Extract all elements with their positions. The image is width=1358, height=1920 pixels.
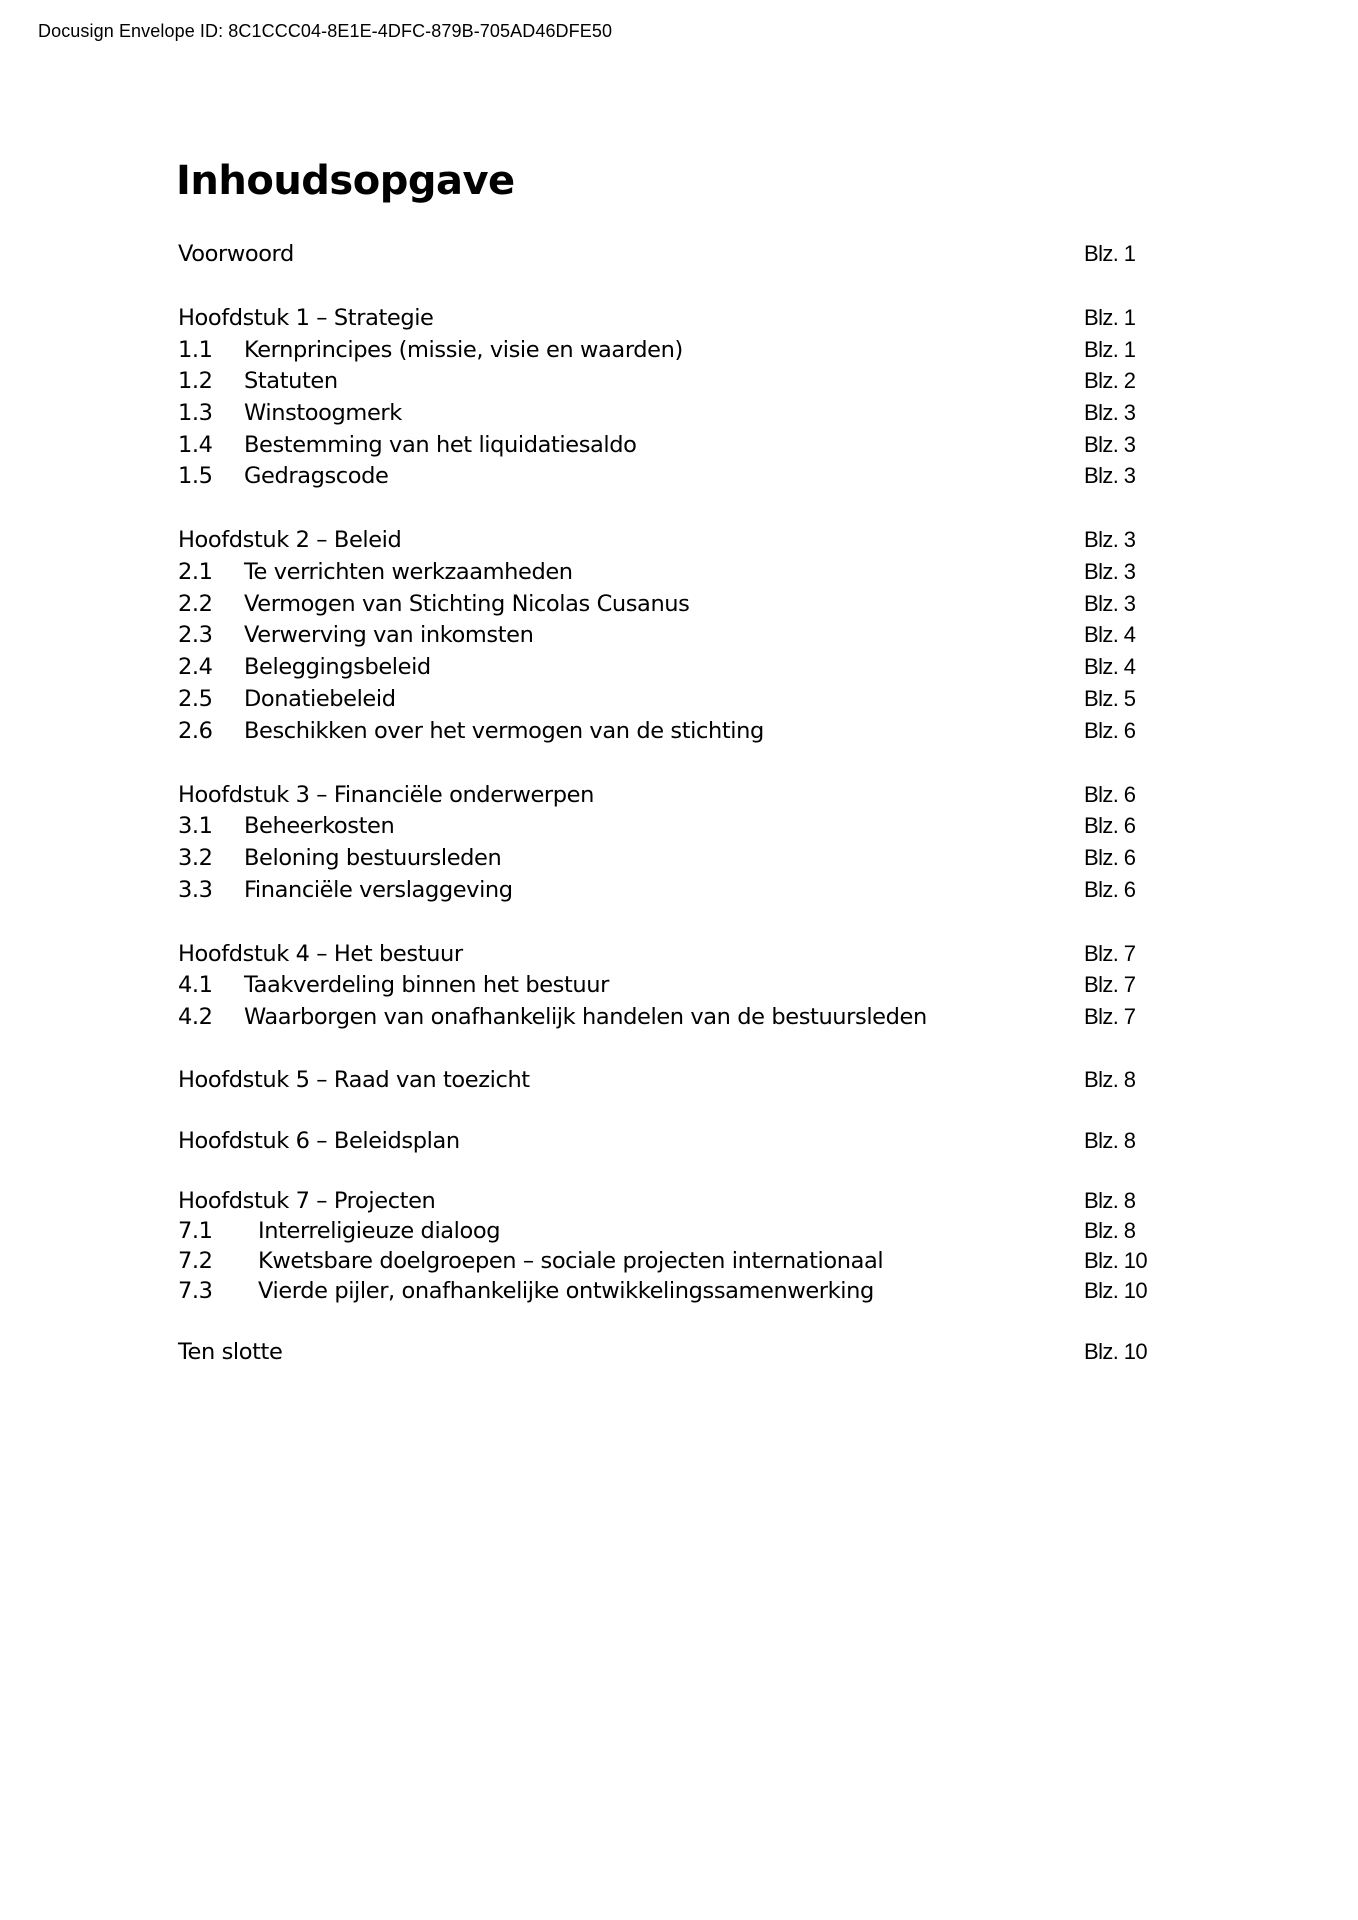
- toc-number: 2.5: [178, 686, 213, 712]
- toc-page: Blz. 3: [1084, 432, 1136, 457]
- toc-title: Hoofdstuk 2 – Beleid: [178, 527, 402, 553]
- toc-entry: [178, 559, 1168, 589]
- toc-entry: [178, 972, 1168, 1002]
- toc-title: Beleggingsbeleid: [244, 654, 431, 680]
- toc-title: Financiële verslaggeving: [244, 877, 513, 903]
- toc-entry: [178, 527, 1168, 557]
- toc-number: 4.2: [178, 1004, 213, 1030]
- toc-title: Beschikken over het vermogen van de stichting: [244, 718, 764, 744]
- toc-number: 2.3: [178, 622, 213, 648]
- toc-entry: [178, 1278, 1168, 1308]
- toc-entry: [178, 941, 1168, 971]
- toc-page: Blz. 3: [1084, 591, 1136, 616]
- toc-entry: [178, 1339, 1168, 1369]
- toc-page: Blz. 8: [1084, 1067, 1136, 1092]
- toc-title: Interreligieuze dialoog: [258, 1218, 501, 1244]
- toc-title: Statuten: [244, 368, 338, 394]
- toc-number: 1.3: [178, 400, 213, 426]
- toc-number: 7.3: [178, 1278, 213, 1304]
- toc-entry: [178, 877, 1168, 907]
- toc-page: Blz. 6: [1084, 718, 1136, 743]
- toc-number: 7.1: [178, 1218, 213, 1244]
- toc-page: Blz. 3: [1084, 463, 1136, 488]
- toc-number: 3.1: [178, 813, 213, 839]
- toc-page: Blz. 1: [1084, 241, 1136, 266]
- toc-number: 4.1: [178, 972, 213, 998]
- toc-entry: [178, 1248, 1168, 1278]
- toc-page: Blz. 3: [1084, 400, 1136, 425]
- toc-title: Voorwoord: [178, 241, 294, 267]
- toc-entry: [178, 241, 1168, 271]
- toc-title: Kernprincipes (missie, visie en waarden): [244, 337, 683, 363]
- toc-title: Hoofdstuk 7 – Projecten: [178, 1188, 436, 1214]
- toc-entry: [178, 813, 1168, 843]
- toc-entry: [178, 1004, 1168, 1034]
- toc-page: Blz. 10: [1084, 1339, 1148, 1364]
- toc-entry: [178, 1218, 1168, 1248]
- toc-page: Blz. 5: [1084, 686, 1136, 711]
- toc-title: Taakverdeling binnen het bestuur: [244, 972, 609, 998]
- toc-page: Blz. 6: [1084, 845, 1136, 870]
- toc-number: 3.2: [178, 845, 213, 871]
- toc-page: Blz. 4: [1084, 654, 1136, 679]
- toc-entry: [178, 305, 1168, 335]
- toc-page: Blz. 1: [1084, 337, 1136, 362]
- toc-entry: [178, 686, 1168, 716]
- toc-entry: [178, 718, 1168, 748]
- toc-page: Blz. 1: [1084, 305, 1136, 330]
- toc-number: 1.1: [178, 337, 213, 363]
- toc-number: 1.4: [178, 432, 213, 458]
- toc-page: Blz. 6: [1084, 782, 1136, 807]
- toc-entry: [178, 654, 1168, 684]
- toc-page: Blz. 10: [1084, 1278, 1148, 1303]
- toc-entry: [178, 368, 1168, 398]
- toc-entry: [178, 400, 1168, 430]
- toc-title: Te verrichten werkzaamheden: [244, 559, 573, 585]
- toc-title: Winstoogmerk: [244, 400, 402, 426]
- toc-title: Gedragscode: [244, 463, 389, 489]
- toc-number: 1.2: [178, 368, 213, 394]
- toc-number: 2.6: [178, 718, 213, 744]
- toc-entry: [178, 1067, 1168, 1097]
- toc-entry: [178, 432, 1168, 462]
- toc-number: 2.1: [178, 559, 213, 585]
- toc-page: Blz. 7: [1084, 1004, 1136, 1029]
- toc-entry: [178, 622, 1168, 652]
- toc-entry: [178, 782, 1168, 812]
- page-title: Inhoudsopgave: [176, 158, 515, 204]
- toc-page: Blz. 6: [1084, 877, 1136, 902]
- toc-title: Verwerving van inkomsten: [244, 622, 534, 648]
- toc-page: Blz. 8: [1084, 1128, 1136, 1153]
- toc-number: 2.2: [178, 591, 213, 617]
- toc-page: Blz. 7: [1084, 941, 1136, 966]
- toc-title: Hoofdstuk 4 – Het bestuur: [178, 941, 463, 967]
- toc-entry: [178, 1188, 1168, 1218]
- toc-entry: [178, 1128, 1168, 1158]
- toc-number: 2.4: [178, 654, 213, 680]
- toc-entry: [178, 337, 1168, 367]
- toc-title: Ten slotte: [178, 1339, 283, 1365]
- toc-number: 1.5: [178, 463, 213, 489]
- toc-title: Waarborgen van onafhankelijk handelen van de bestuursleden: [244, 1004, 927, 1030]
- toc-page: Blz. 8: [1084, 1218, 1136, 1243]
- toc-page: Blz. 3: [1084, 527, 1136, 552]
- toc-title: Kwetsbare doelgroepen – sociale projecten internationaal: [258, 1248, 884, 1274]
- toc-title: Bestemming van het liquidatiesaldo: [244, 432, 637, 458]
- toc-entry: [178, 463, 1168, 493]
- toc-title: Hoofdstuk 1 – Strategie: [178, 305, 434, 331]
- toc-title: Vermogen van Stichting Nicolas Cusanus: [244, 591, 690, 617]
- toc-page: Blz. 6: [1084, 813, 1136, 838]
- toc-entry: [178, 845, 1168, 875]
- toc-title: Hoofdstuk 6 – Beleidsplan: [178, 1128, 460, 1154]
- toc-page: Blz. 10: [1084, 1248, 1148, 1273]
- toc-page: Blz. 3: [1084, 559, 1136, 584]
- toc-title: Hoofdstuk 3 – Financiële onderwerpen: [178, 782, 594, 808]
- envelope-id: Docusign Envelope ID: 8C1CCC04-8E1E-4DFC-879B-705AD46DFE50: [38, 21, 613, 41]
- toc-number: 7.2: [178, 1248, 213, 1274]
- toc-page: Blz. 7: [1084, 972, 1136, 997]
- toc-title: Beheerkosten: [244, 813, 395, 839]
- toc-page: Blz. 8: [1084, 1188, 1136, 1213]
- toc-title: Beloning bestuursleden: [244, 845, 502, 871]
- toc-entry: [178, 591, 1168, 621]
- toc-number: 3.3: [178, 877, 213, 903]
- toc-title: Vierde pijler, onafhankelijke ontwikkelingssamenwerking: [258, 1278, 874, 1304]
- toc-page: Blz. 4: [1084, 622, 1136, 647]
- toc-title: Hoofdstuk 5 – Raad van toezicht: [178, 1067, 530, 1093]
- toc-page: Blz. 2: [1084, 368, 1136, 393]
- toc-title: Donatiebeleid: [244, 686, 396, 712]
